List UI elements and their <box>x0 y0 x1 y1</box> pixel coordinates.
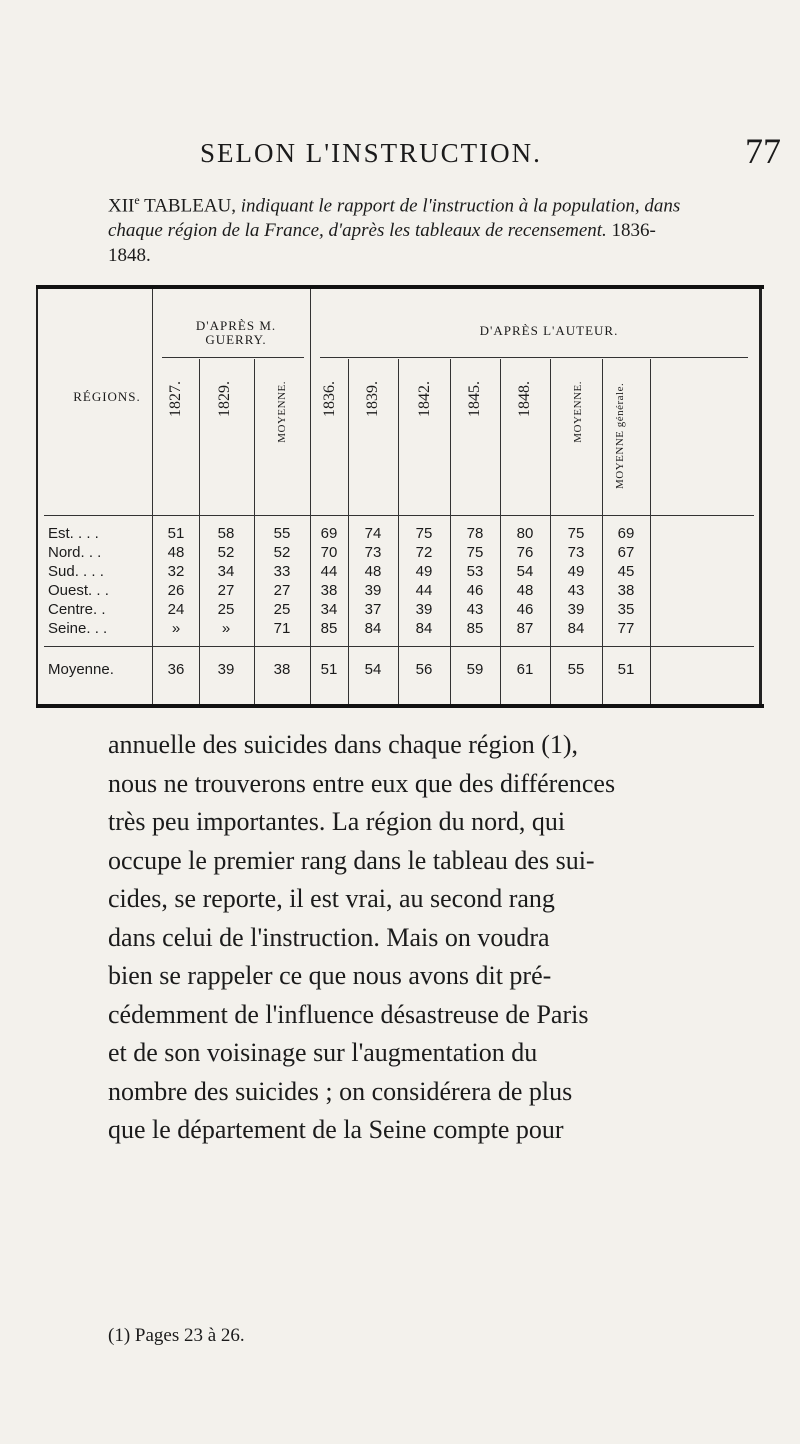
running-title: SELON L'INSTRUCTION. <box>200 138 542 168</box>
table-cell: 54 <box>516 563 534 580</box>
col-sep <box>152 289 153 704</box>
table-cell: 55 <box>273 525 291 542</box>
table-cell: 27 <box>273 582 291 599</box>
col-header-moyenne-guerry: MOYENNE. <box>276 381 288 443</box>
table-cell: 34 <box>320 601 338 618</box>
table-cell: 46 <box>516 601 534 618</box>
table-cell: 51 <box>167 525 185 542</box>
regions-header: RÉGIONS. <box>73 389 141 404</box>
col-sep <box>310 289 311 704</box>
region-label: Est. . . . <box>48 525 99 542</box>
average-cell: 54 <box>364 661 382 678</box>
col-header-1827: 1827. <box>167 381 184 417</box>
caption-lead-rest: TABLEAU, <box>139 195 241 217</box>
average-cell: 51 <box>617 661 635 678</box>
body-line: annuelle des suicides dans chaque région (1), <box>108 730 579 759</box>
table-cell: 67 <box>617 544 635 561</box>
table-cell: 75 <box>466 544 484 561</box>
table-cell: 71 <box>273 620 291 637</box>
average-cell: 61 <box>516 661 534 678</box>
table-cell: 49 <box>567 563 585 580</box>
table-cell: 72 <box>415 544 433 561</box>
average-cell: 51 <box>320 661 338 678</box>
table-cell: 73 <box>567 544 585 561</box>
table-cell: 37 <box>364 601 382 618</box>
table-cell: 25 <box>273 601 291 618</box>
table-cell: 44 <box>415 582 433 599</box>
average-cell: 55 <box>567 661 585 678</box>
table-cell: » <box>171 620 181 637</box>
table-cell: 78 <box>466 525 484 542</box>
body-line: occupe le premier rang dans le tableau des sui- <box>108 845 595 875</box>
col-header-1836: 1836. <box>321 381 338 417</box>
col-header-moyenne-auteur: MOYENNE. <box>572 381 584 443</box>
table-cell: 76 <box>516 544 534 561</box>
col-header-1829: 1829. <box>216 381 233 417</box>
table-cell: 69 <box>320 525 338 542</box>
table-cell: 69 <box>617 525 635 542</box>
col-header-moyenne-generale: MOYENNE générale. <box>614 382 626 489</box>
table-cell: 84 <box>364 620 382 637</box>
col-sep <box>550 359 551 704</box>
caption-lead: XII <box>108 195 135 217</box>
body-line: cédemment de l'influence désastreuse de Paris <box>108 999 589 1029</box>
table-cell: 74 <box>364 525 382 542</box>
body-line: très peu importantes. La région du nord, qui <box>108 807 566 836</box>
table-cell: 48 <box>516 582 534 599</box>
table-cell: 58 <box>217 525 235 542</box>
col-sep <box>650 359 651 704</box>
table-cell: 32 <box>167 563 185 580</box>
table-cell: 38 <box>617 582 635 599</box>
region-label: Ouest. . . <box>48 582 109 599</box>
table-cell: 46 <box>466 582 484 599</box>
table-cell: 75 <box>567 525 585 542</box>
table-cell: 84 <box>567 620 585 637</box>
table-cell: 34 <box>217 563 235 580</box>
table-cell: 87 <box>516 620 534 637</box>
table-cell: 52 <box>217 544 235 561</box>
table-cell: 48 <box>364 563 382 580</box>
table-cell: 48 <box>167 544 185 561</box>
table-cell: 44 <box>320 563 338 580</box>
body-line: et de son voisinage sur l'augmentation du <box>108 1038 538 1067</box>
table-cell: » <box>221 620 231 637</box>
body-line: cides, se reporte, il est vrai, au second rang <box>108 884 555 913</box>
col-header-1848: 1848. <box>516 381 533 417</box>
caption-italic: indiquant le rapport de l'instruction à la population, dans chaque région de la France, d'après les tableaux de recensement. <box>108 195 681 242</box>
col-header-1839: 1839. <box>364 381 381 417</box>
table-cell: 38 <box>320 582 338 599</box>
average-rule <box>44 646 754 647</box>
col-sep <box>254 359 255 704</box>
group-auteur: D'APRÈS L'AUTEUR. <box>479 323 619 338</box>
caption-lead-sup: e <box>134 193 140 207</box>
table-cell: 80 <box>516 525 534 542</box>
col-header-1842: 1842. <box>416 381 433 417</box>
col-sep <box>450 359 451 704</box>
average-label: Moyenne. <box>48 661 114 678</box>
table-cell: 49 <box>415 563 433 580</box>
table-cell: 84 <box>415 620 433 637</box>
table-cell: 39 <box>415 601 433 618</box>
table-cell: 35 <box>617 601 635 618</box>
statistics-table <box>36 285 764 708</box>
body-line: nous ne trouverons entre eux que des différences <box>108 768 616 798</box>
region-label: Seine. . . <box>48 620 108 637</box>
table-cell: 33 <box>273 563 291 580</box>
average-cell: 59 <box>466 661 484 678</box>
col-sep <box>348 359 349 704</box>
table-cell: 75 <box>415 525 433 542</box>
table-cell: 53 <box>466 563 484 580</box>
table-cell: 43 <box>567 582 585 599</box>
table-cell: 25 <box>217 601 235 618</box>
page-number: 77 <box>745 131 781 171</box>
table-cell: 43 <box>466 601 484 618</box>
col-sep <box>199 359 200 704</box>
region-label: Nord. . . <box>48 544 102 561</box>
region-label: Centre. . <box>48 601 106 618</box>
average-cell: 56 <box>415 661 433 678</box>
average-cell: 39 <box>217 661 235 678</box>
body-line: dans celui de l'instruction. Mais on voudra <box>108 922 550 952</box>
table-cell: 73 <box>364 544 382 561</box>
average-cell: 36 <box>167 661 185 678</box>
region-label: Sud. . . . <box>48 563 104 580</box>
table-cell: 85 <box>320 620 338 637</box>
table-cell: 26 <box>167 582 185 599</box>
col-sep <box>602 359 603 704</box>
group-guerry: D'APRÈS M. GUERRY. <box>195 318 277 347</box>
table-cell: 52 <box>273 544 291 561</box>
brace-auteur <box>320 357 748 358</box>
table-left-border <box>36 289 38 704</box>
average-cell: 38 <box>273 661 291 678</box>
col-header-1845: 1845. <box>466 381 483 417</box>
body-line: nombre des suicides ; on considérera de plus <box>108 1076 573 1106</box>
col-sep <box>398 359 399 704</box>
header-rule <box>44 515 754 516</box>
table-caption <box>108 188 683 268</box>
table-cell: 39 <box>364 582 382 599</box>
table-cell: 85 <box>466 620 484 637</box>
footnote: (1) Pages 23 à 26. <box>108 1325 245 1346</box>
table-cell: 39 <box>567 601 585 618</box>
table-cell: 27 <box>217 582 235 599</box>
table-cell: 24 <box>167 601 185 618</box>
table-cell: 77 <box>617 620 635 637</box>
brace-guerry <box>162 357 304 358</box>
body-text <box>108 726 690 1150</box>
body-line: que le département de la Seine compte pour <box>108 1115 564 1144</box>
col-sep <box>500 359 501 704</box>
table-right-border <box>759 289 762 704</box>
caption-years: 1836-1848. <box>108 220 656 267</box>
table-cell: 70 <box>320 544 338 561</box>
body-line: bien se rappeler ce que nous avons dit pré- <box>108 961 552 990</box>
table-cell: 45 <box>617 563 635 580</box>
